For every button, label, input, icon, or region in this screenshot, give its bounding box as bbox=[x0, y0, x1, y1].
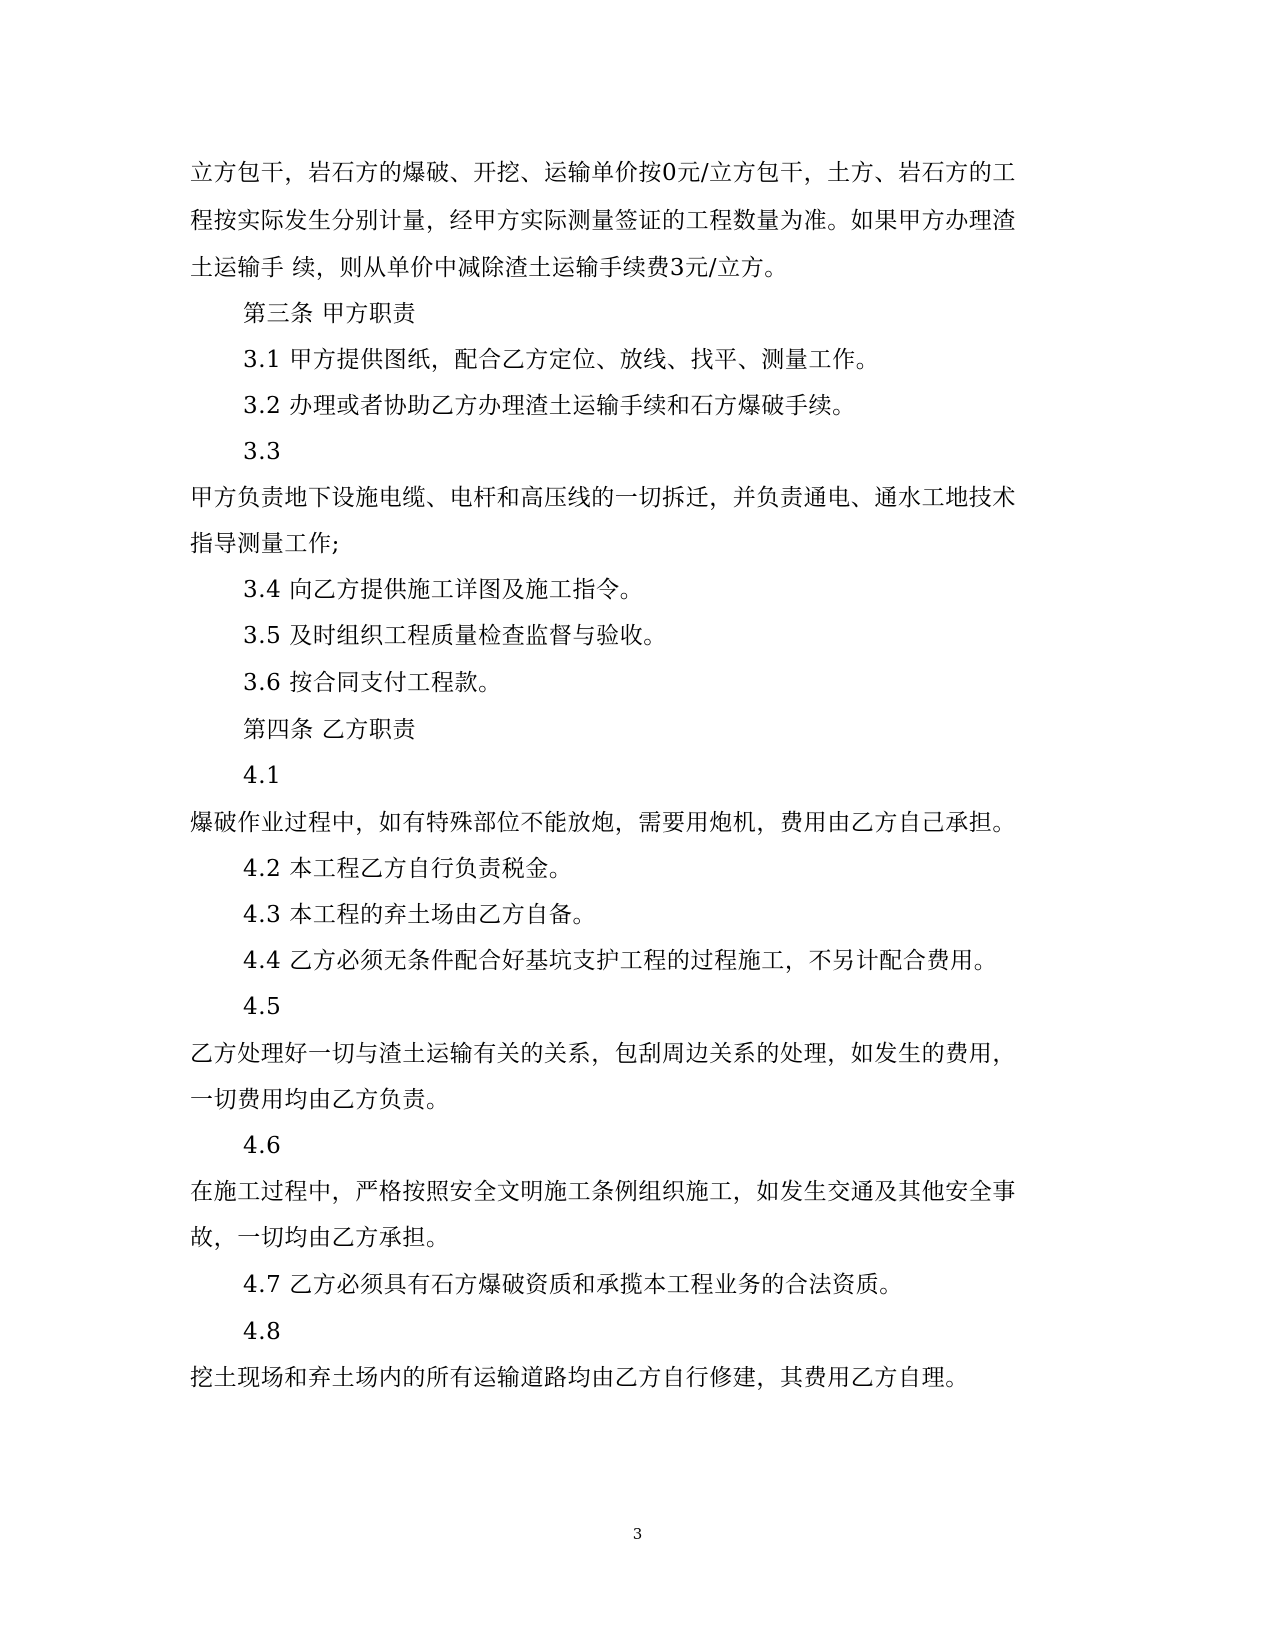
clause-item: 3.2 办理或者协助乙方办理渣土运输手续和石方爆破手续。 bbox=[243, 393, 856, 419]
text-line: 故，一切均由乙方承担。 bbox=[190, 1225, 450, 1251]
clause-item: 4.3 本工程的弃土场由乙方自备。 bbox=[243, 902, 597, 928]
clause-number: 4.6 bbox=[243, 1133, 282, 1159]
text-line: 在施工过程中，严格按照安全文明施工条例组织施工，如发生交通及其他安全事 bbox=[190, 1179, 1016, 1205]
text-line: 一切费用均由乙方负责。 bbox=[190, 1087, 450, 1113]
text-line: 土运输手 续，则从单价中减除渣土运输手续费3元/立方。 bbox=[190, 255, 788, 281]
text-line: 程按实际发生分别计量，经甲方实际测量签证的工程数量为准。如果甲方办理渣 bbox=[190, 208, 1016, 234]
text-line: 甲方负责地下设施电缆、电杆和高压线的一切拆迁，并负责通电、通水工地技术 bbox=[190, 485, 1016, 511]
clause-number: 4.1 bbox=[243, 763, 282, 789]
text-line: 爆破作业过程中，如有特殊部位不能放炮，需要用炮机，费用由乙方自己承担。 bbox=[190, 810, 1016, 836]
clause-item: 3.5 及时组织工程质量检查监督与验收。 bbox=[243, 623, 667, 649]
clause-item: 4.2 本工程乙方自行负责税金。 bbox=[243, 856, 573, 882]
text-line: 乙方处理好一切与渣土运输有关的关系，包刮周边关系的处理，如发生的费用， bbox=[190, 1041, 1016, 1067]
clause-item: 3.6 按合同支付工程款。 bbox=[243, 670, 502, 696]
section-heading: 第四条 乙方职责 bbox=[243, 717, 417, 743]
clause-number: 4.5 bbox=[243, 994, 282, 1020]
clause-number: 4.8 bbox=[243, 1319, 282, 1345]
clause-item: 3.1 甲方提供图纸，配合乙方定位、放线、找平、测量工作。 bbox=[243, 347, 880, 373]
clause-item: 4.4 乙方必须无条件配合好基坑支护工程的过程施工，不另计配合费用。 bbox=[243, 948, 998, 974]
clause-item: 4.7 乙方必须具有石方爆破资质和承揽本工程业务的合法资质。 bbox=[243, 1272, 903, 1298]
clause-item: 3.4 向乙方提供施工详图及施工指令。 bbox=[243, 577, 644, 603]
text-line: 指导测量工作; bbox=[190, 531, 340, 557]
page-number: 3 bbox=[632, 1525, 643, 1543]
text-line: 立方包干，岩石方的爆破、开挖、运输单价按0元/立方包干，土方、岩石方的工 bbox=[190, 160, 1016, 186]
clause-number: 3.3 bbox=[243, 439, 282, 465]
text-line: 挖土现场和弃土场内的所有运输道路均由乙方自行修建，其费用乙方自理。 bbox=[190, 1365, 969, 1391]
section-heading: 第三条 甲方职责 bbox=[243, 301, 417, 327]
